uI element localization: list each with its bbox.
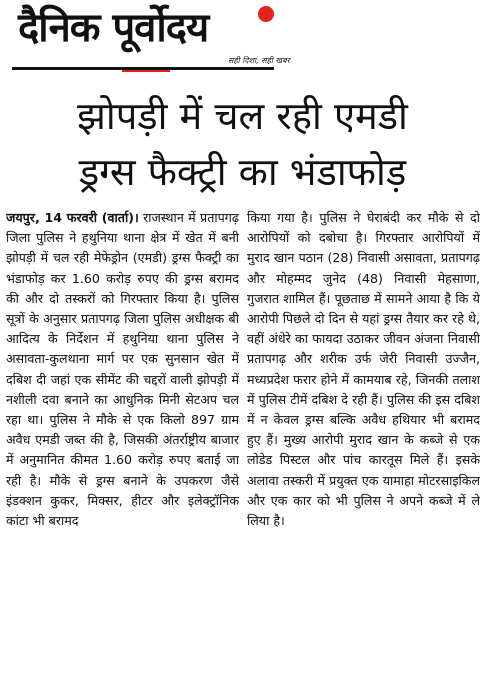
article-headline: [0, 88, 485, 200]
masthead-red-accent: [122, 70, 170, 72]
newspaper-logo: दैनिक पूर्वोदय: [18, 5, 209, 51]
article-column-1: [6, 208, 239, 694]
masthead-tagline: सही दिशा, सही खबर: [228, 56, 290, 65]
article-column-2: [247, 208, 480, 694]
column-2-text: किया गया है। पुलिस ने घेराबंदी कर मौके से दो आरोपियों को दबोचा है। गिरफ्तार आरोपियों में मुराद खान पठान (28) निवासी असावता, प्रतापगढ़ और मोहम्मद जुनेद (48) निवासी मेहसाणा, गुजरात शामिल हैं। पूछताछ में सामने आया है कि ये आरोपी पिछले दो दिन से यहां ड्रग्स तैयार कर रहे थे, वहीं अंधेरे का फायदा उठाकर जीवन अंजना निवासी प्रतापगढ़ और शरीक उर्फ जेरी निवासी उज्जैन, मध्यप्रदेश फरार होने में कामयाब रहे, जिनकी तलाश में पुलिस टीमें दबिश दे रही हैं। पुलिस की इस दबिश में न केवल ड्रग्स बल्कि अवैध हथियार भी बरामद हुए हैं। मुख्य आरोपी मुराद खान के कब्जे से एक लोडेड पिस्टल और पांच कारतूस मिले हैं। इसके अलावा तस्करी में प्रयुक्त एक यामाहा मोटरसाइकिल और एक कार को भी पुलिस ने अपने कब्जे में ले लिया है।: [247, 210, 480, 529]
masthead: [0, 0, 485, 78]
logo-red-dot-icon: [258, 6, 274, 22]
headline-line-1: झोपड़ी में चल रही एमडी: [77, 94, 408, 138]
dateline: जयपुर, 14 फरवरी (वार्ता)।: [6, 210, 139, 225]
headline-line-2: ड्रग्स फैक्ट्री का भंडाफोड़: [78, 150, 407, 194]
column-1-text: राजस्थान में प्रतापगढ़ जिला पुलिस ने हथुनिया थाना क्षेत्र में खेत में बनी झोपड़ी में चल रही मेफेड्रोन (एमडी) ड्रग्स फैक्ट्री का भंडाफोड़ कर 1.60 करोड़ रुपए की ड्रग्स बरामद की और दो तस्करों को गिरफ्तार किया है। पुलिस सूत्रों के अनुसार प्रतापगढ़ जिला पुलिस अधीक्षक बी आदित्य के निर्देशन में हथुनिया थाना पुलिस ने असावता-कुलथाना मार्ग पर एक सुनसान खेत में दबिश दी जहां एक सीमेंट की चद्दरों वाली झोपड़ी में नशीली दवा बनाने का आधुनिक मिनी सेटअप चल रहा था। पुलिस ने मौके से एक किलो 897 ग्राम अवैध एमडी जब्त की है, जिसकी अंतर्राष्ट्रीय बाजार में अनुमानित कीमत 1.60 करोड़ रुपए बताई जा रही है। मौके से ड्रग्स बनाने के उपकरण जैसे इंडक्शन कुकर, मिक्सर, हीटर और इलेक्ट्रॉनिक कांटा भी बरामद: [6, 210, 239, 529]
article-body: [6, 208, 480, 694]
